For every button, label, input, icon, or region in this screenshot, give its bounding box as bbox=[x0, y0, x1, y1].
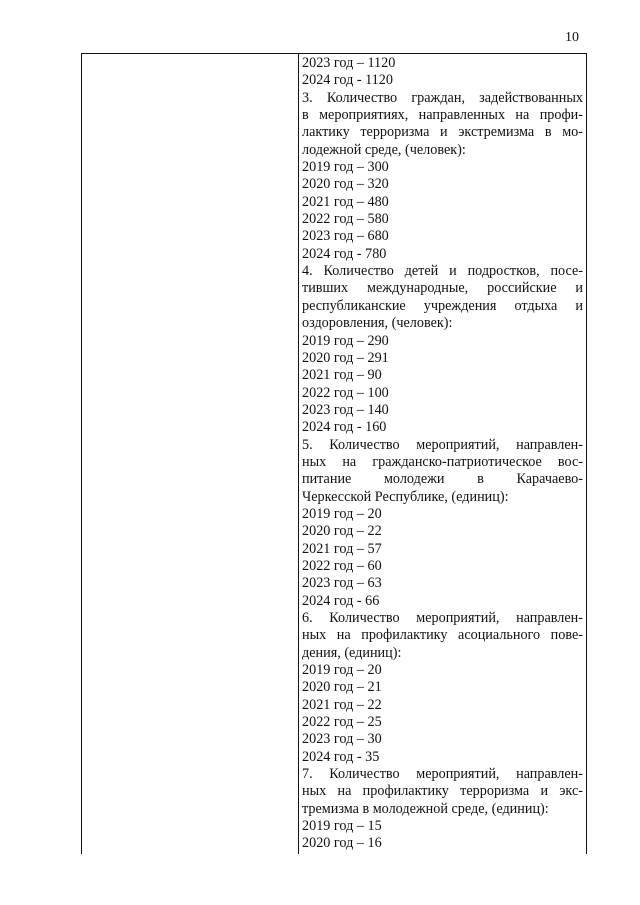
table-text-line: 6. Количество мероприятий, направлен- bbox=[302, 610, 583, 626]
table-text-line: 2022 год – 25 bbox=[302, 714, 382, 731]
table-text-line: 2024 год - 160 bbox=[302, 419, 387, 436]
table-text-line: тремизма в молодежной среде, (единиц): bbox=[302, 800, 549, 817]
table-text-line: тивших международные, российские и bbox=[302, 280, 583, 297]
table-text-line: 2019 год – 20 bbox=[302, 662, 382, 679]
table-text-line: 2023 год – 680 bbox=[302, 228, 389, 245]
table-text-line: в мероприятиях, направленных на профи- bbox=[302, 107, 583, 124]
indicator-table bbox=[81, 53, 587, 854]
table-text-line: 2023 год – 1120 bbox=[302, 55, 396, 71]
table-text-line: 2022 год – 580 bbox=[302, 211, 389, 228]
table-text-line: 2022 год – 100 bbox=[302, 384, 389, 401]
table-text-line: 2020 год – 22 bbox=[302, 523, 382, 540]
table-text-line: 2023 год – 63 bbox=[302, 575, 382, 592]
table-text-line: 2019 год – 290 bbox=[302, 332, 389, 349]
table-text-line: 2024 год - 35 bbox=[302, 748, 380, 765]
table-text-line: 2021 год – 57 bbox=[302, 540, 382, 557]
table-text-line: 2023 год – 30 bbox=[302, 731, 382, 748]
table-text-line: питание молодежи в Карачаево- bbox=[302, 471, 583, 488]
table-text-line: 2019 год – 300 bbox=[302, 159, 389, 176]
table-text-line: 2019 год – 15 bbox=[302, 818, 382, 835]
table-right-cell bbox=[299, 54, 586, 854]
table-text-line: 2021 год – 22 bbox=[302, 696, 382, 713]
table-text-line: ных на гражданско-патриотическое вос- bbox=[302, 453, 583, 470]
table-left-cell bbox=[82, 54, 299, 854]
table-text-line: 5. Количество мероприятий, направлен- bbox=[302, 436, 583, 453]
table-text-line: оздоровления, (человек): bbox=[302, 315, 453, 332]
table-text-line: ных на профилактику асоциального пове- bbox=[302, 627, 583, 644]
table-text-line: 2024 год - 780 bbox=[302, 245, 387, 262]
table-text-line: дения, (единиц): bbox=[302, 644, 402, 661]
table-text-line: лактику терроризма и экстремизма в мо- bbox=[302, 124, 583, 141]
table-text-line: 2020 год – 21 bbox=[302, 679, 382, 696]
page-number: 10 bbox=[565, 30, 579, 45]
table-text-line: Черкесской Республике, (единиц): bbox=[302, 488, 509, 505]
table-text-line: 2024 год - 66 bbox=[302, 592, 380, 609]
table-text-line: 2019 год – 20 bbox=[302, 505, 382, 522]
table-text-line: 3. Количество граждан, задействованных bbox=[302, 89, 583, 106]
table-text-line: лодежной среде, (человек): bbox=[302, 141, 466, 158]
table-text-line: 2024 год - 1120 bbox=[302, 72, 393, 89]
table-text-line: 2020 год – 291 bbox=[302, 349, 389, 366]
table-text-line: 4. Количество детей и подростков, посе- bbox=[302, 263, 583, 280]
table-text-line: республиканские учреждения отдыха и bbox=[302, 297, 583, 314]
table-text-line: 2022 год – 60 bbox=[302, 557, 382, 574]
table-text-line: 7. Количество мероприятий, направлен- bbox=[302, 766, 583, 783]
table-text-line: 2020 год – 320 bbox=[302, 176, 389, 193]
table-text-line: 2021 год – 90 bbox=[302, 367, 382, 384]
table-text-line: 2020 год – 16 bbox=[302, 835, 382, 852]
table-text-line: ных на профилактику терроризма и экс- bbox=[302, 783, 583, 800]
table-text-line: 2021 год – 480 bbox=[302, 193, 389, 210]
table-text-line: 2023 год – 140 bbox=[302, 401, 389, 418]
